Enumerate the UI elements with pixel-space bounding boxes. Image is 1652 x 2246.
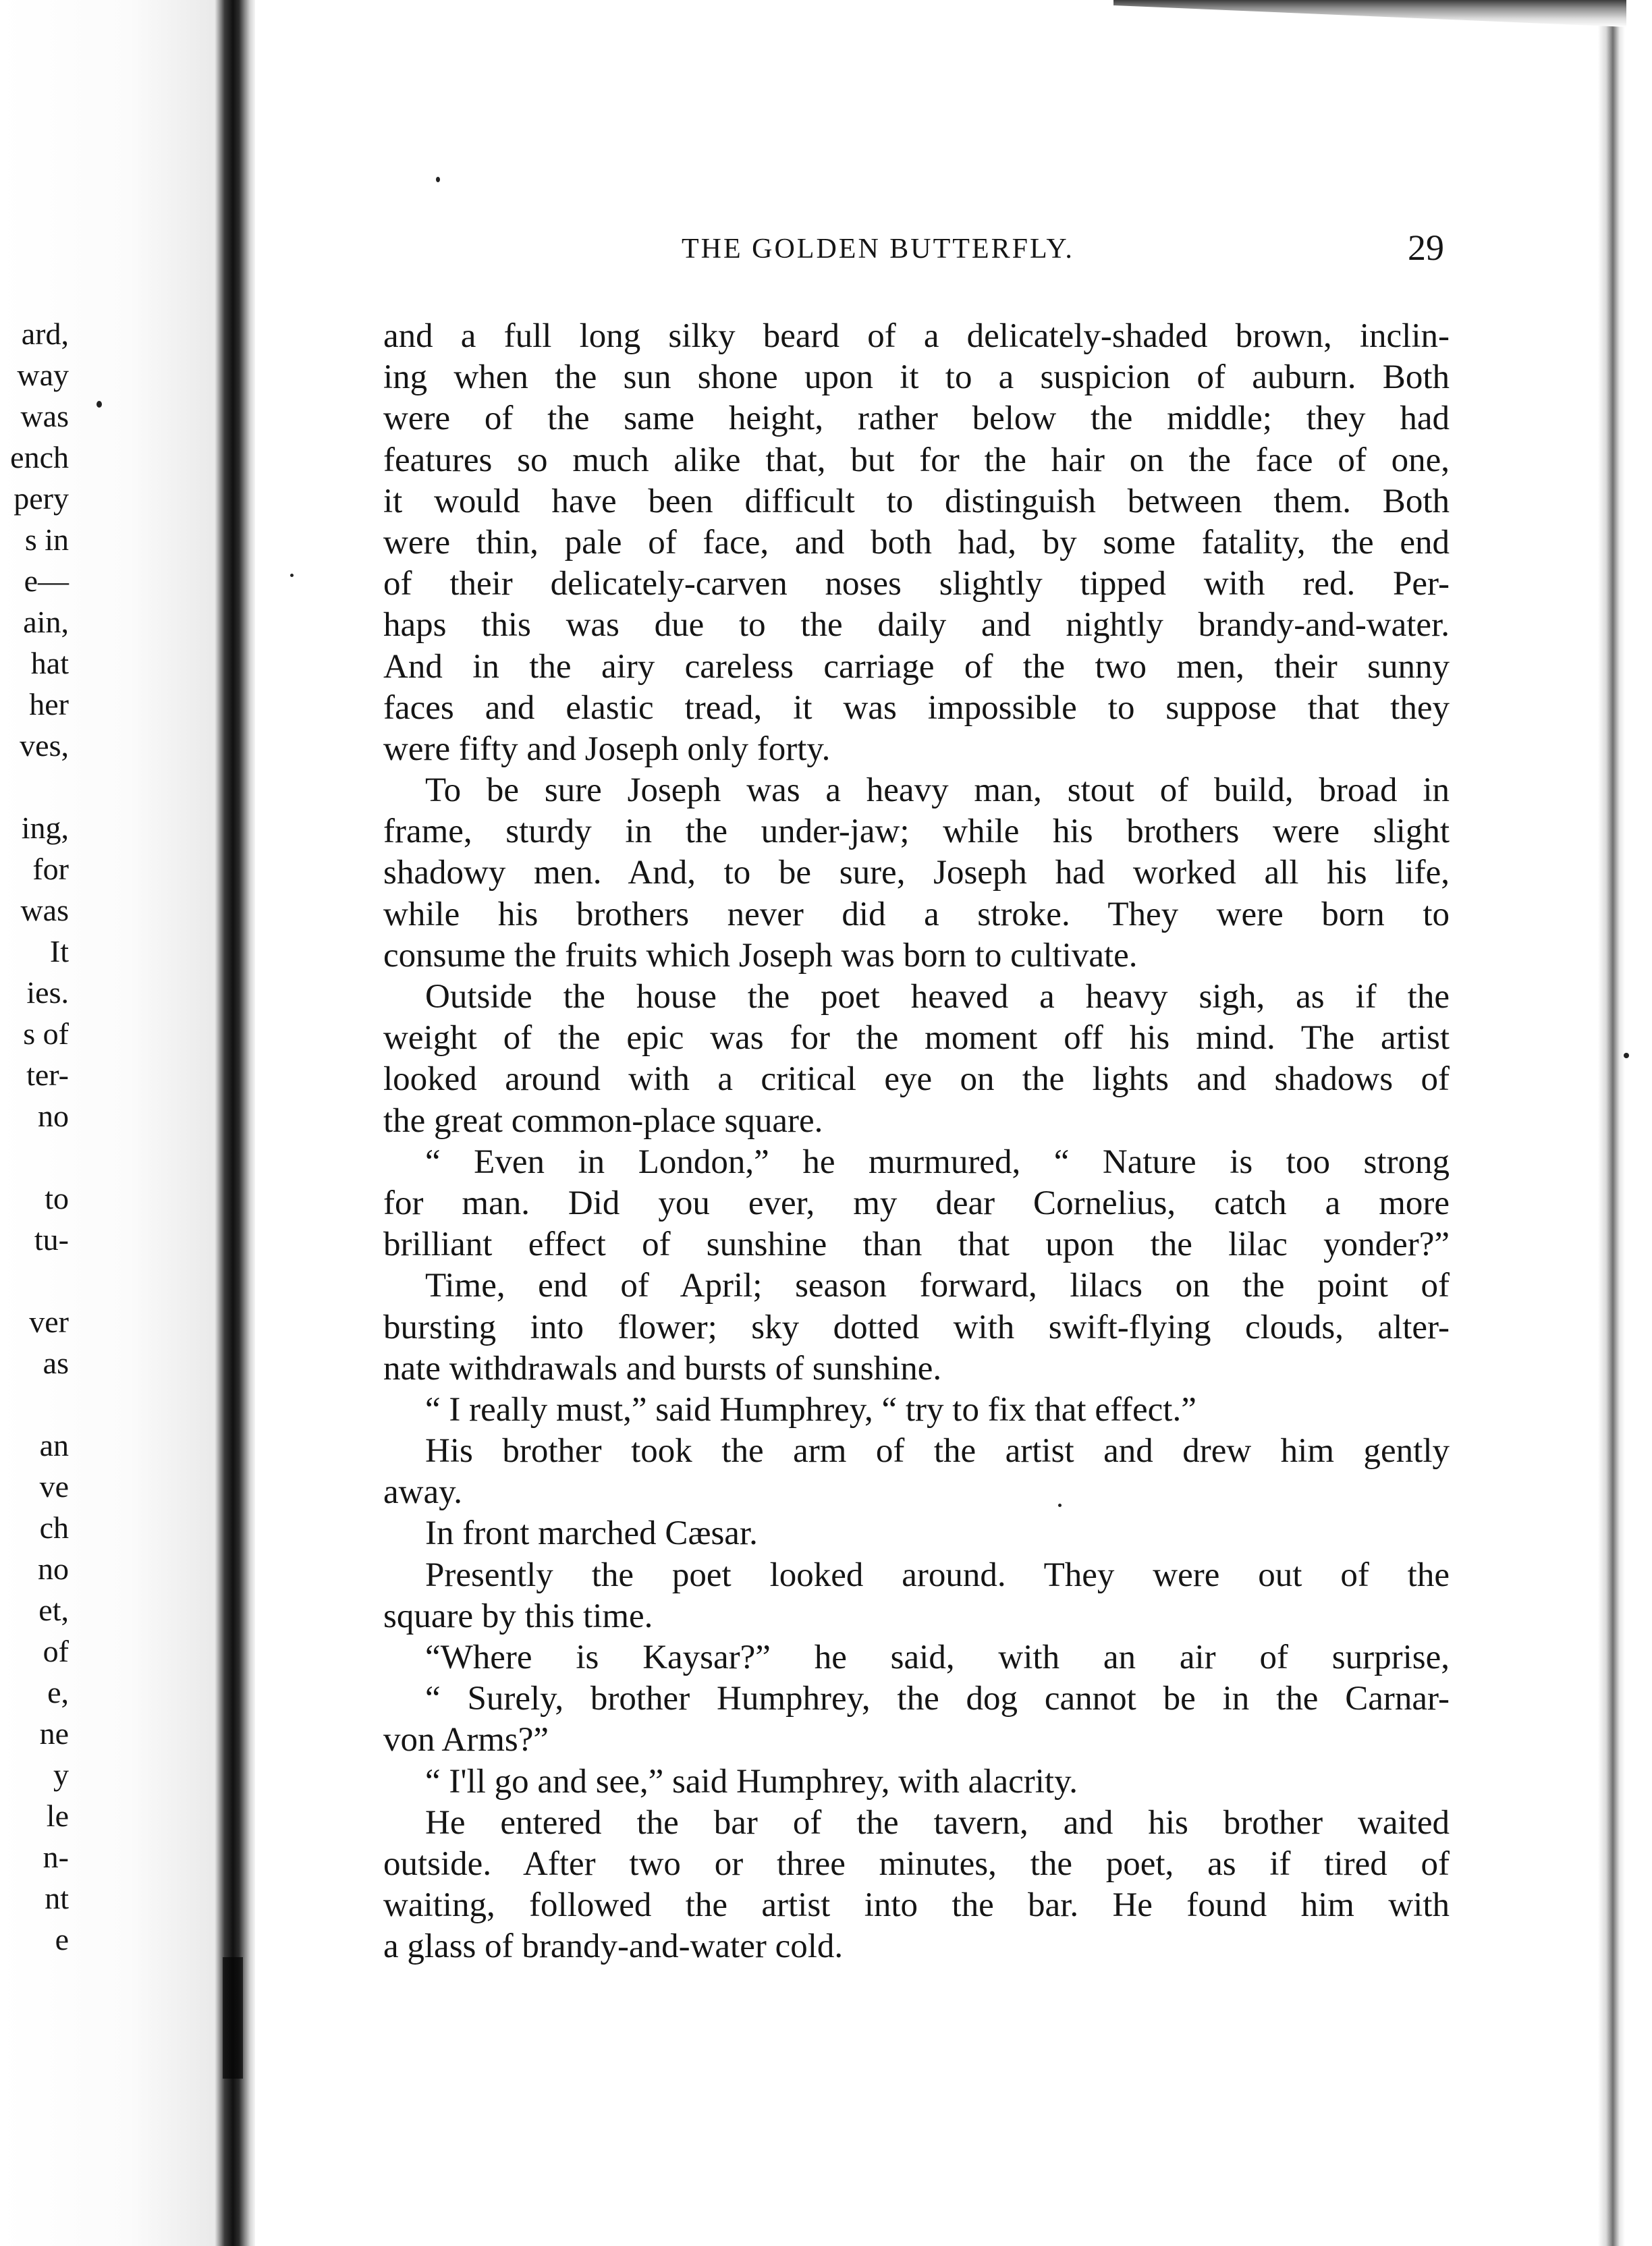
left-fragment: ch xyxy=(39,1510,69,1545)
left-fragment: no xyxy=(38,1552,69,1586)
text-line: His brother took the arm of the artist and drew him gently xyxy=(425,1432,1450,1471)
ink-speck xyxy=(436,177,440,182)
text-line: He entered the bar of the tavern, and his brother waited xyxy=(425,1803,1450,1842)
left-fragment: ain, xyxy=(23,605,69,639)
left-page-text-fragments xyxy=(0,0,81,2246)
text-line: “ I'll go and see,” said Humphrey, with alacrity. xyxy=(425,1762,1078,1801)
text-line: weight of the epic was for the moment off his mind. The artist xyxy=(383,1019,1450,1058)
left-fragment: her xyxy=(29,687,69,721)
left-fragment: ard, xyxy=(21,317,69,351)
text-line: “ Even in London,” he murmured, “ Nature is too strong xyxy=(425,1143,1450,1181)
text-line: a glass of brandy-and-water cold. xyxy=(383,1927,844,1966)
text-line: for man. Did you ever, my dear Cornelius, catch a more xyxy=(383,1184,1450,1222)
text-line: Presently the poet looked around. They were out of the xyxy=(425,1556,1450,1594)
text-line: frame, sturdy in the under-jaw; while his brothers were slight xyxy=(383,813,1450,851)
left-fragment: ies. xyxy=(26,975,69,1010)
left-fragment: s of xyxy=(23,1016,69,1051)
text-line: And in the airy careless carriage of the two men, their sunny xyxy=(383,647,1450,686)
text-line: away. xyxy=(383,1473,463,1512)
left-fragment: y xyxy=(53,1757,69,1792)
gutter-dark-mark xyxy=(223,1957,243,2079)
left-fragment: for xyxy=(32,852,69,886)
text-line: it would have been difficult to distinguish between them. Both xyxy=(383,482,1450,520)
text-line: Time, end of April; season forward, lilacs on the point of xyxy=(425,1267,1450,1305)
left-fragment: nt xyxy=(45,1881,69,1915)
text-line: and a full long silky beard of a delicately-shaded brown, inclin- xyxy=(383,317,1450,355)
text-line: were fifty and Joseph only forty. xyxy=(383,730,831,768)
text-line: looked around with a critical eye on the lights and shadows of xyxy=(383,1060,1450,1099)
book-gutter-shadow xyxy=(215,0,255,2246)
text-line: “ Surely, brother Humphrey, the dog cannot be in the Carnar- xyxy=(425,1680,1450,1718)
text-line: features so much alike that, but for the hair on the face of one, xyxy=(383,441,1450,479)
left-fragment: tu- xyxy=(34,1222,69,1257)
left-fragment: ver xyxy=(29,1305,69,1339)
text-line: “ I really must,” said Humphrey, “ try to fix that effect.” xyxy=(425,1390,1196,1429)
running-header: THE GOLDEN BUTTERFLY. xyxy=(682,234,1074,265)
body-text xyxy=(383,316,1450,1968)
text-line: haps this was due to the daily and nightly brandy-and-water. xyxy=(383,606,1450,645)
left-fragment: was xyxy=(20,399,69,433)
left-fragment: ing, xyxy=(21,811,69,845)
text-line: Outside the house the poet heaved a heavy sigh, as if the xyxy=(425,978,1450,1016)
text-line: square by this time. xyxy=(383,1597,653,1635)
text-line: shadowy men. And, to be sure, Joseph had worked all his life, xyxy=(383,854,1450,892)
left-fragment: le xyxy=(46,1799,69,1833)
left-fragment: hat xyxy=(30,646,69,680)
text-line: nate withdrawals and bursts of sunshine. xyxy=(383,1349,942,1388)
left-fragment: s in xyxy=(24,522,69,557)
left-fragment: It xyxy=(49,934,69,968)
left-fragment: an xyxy=(39,1428,69,1462)
left-fragment: as xyxy=(43,1346,69,1380)
text-line: of their delicately-carven noses slightly tipped with red. Per- xyxy=(383,565,1450,603)
text-line: ing when the sun shone upon it to a suspicion of auburn. Both xyxy=(383,358,1450,397)
text-line: outside. After two or three minutes, the poet, as if tired of xyxy=(383,1844,1450,1883)
text-line: consume the fruits which Joseph was born to cultivate. xyxy=(383,936,1138,975)
text-line: the great common-place square. xyxy=(383,1101,823,1140)
left-fragment: ench xyxy=(10,440,69,474)
left-fragment: et, xyxy=(38,1593,69,1627)
left-fragment: of xyxy=(43,1634,69,1668)
left-fragment: pery xyxy=(13,481,69,516)
left-fragment: no xyxy=(38,1099,69,1133)
text-line: brilliant effect of sunshine than that upon the lilac yonder?” xyxy=(383,1226,1450,1264)
left-fragment: e, xyxy=(47,1675,69,1709)
text-line: von Arms?” xyxy=(383,1721,549,1759)
page-number: 29 xyxy=(1408,227,1444,268)
ink-speck xyxy=(1058,1504,1062,1507)
left-fragment: to xyxy=(45,1181,69,1215)
left-fragment: n- xyxy=(43,1840,69,1874)
text-line: while his brothers never did a stroke. They were born to xyxy=(383,895,1450,933)
text-line: bursting into flower; sky dotted with swift-flying clouds, alter- xyxy=(383,1308,1450,1346)
left-facing-page xyxy=(0,0,217,2246)
text-line: waiting, followed the artist into the bar. He found him with xyxy=(383,1886,1450,1925)
left-fragment: ter- xyxy=(26,1058,69,1092)
left-fragment: was xyxy=(20,893,69,927)
text-line: faces and elastic tread, it was impossible to suppose that they xyxy=(383,688,1450,727)
left-fragment: e xyxy=(55,1922,69,1956)
ink-speck xyxy=(1624,1053,1629,1058)
page-edge-shadow xyxy=(1598,0,1625,2246)
text-line: To be sure Joseph was a heavy man, stout of build, broad in xyxy=(425,771,1450,810)
left-fragment: ne xyxy=(39,1716,69,1751)
text-line: were thin, pale of face, and both had, by some fatality, the end xyxy=(383,523,1450,562)
left-fragment: e— xyxy=(24,564,69,598)
ink-speck xyxy=(97,401,102,408)
text-line: were of the same height, rather below the middle; they had xyxy=(383,400,1450,438)
ink-speck xyxy=(290,574,294,577)
left-fragment: way xyxy=(17,358,69,392)
left-fragment: ves, xyxy=(20,728,69,763)
left-fragment: ve xyxy=(39,1469,69,1504)
text-line: “Where is Kaysar?” he said, with an air of surprise, xyxy=(425,1639,1450,1676)
text-line: In front marched Cæsar. xyxy=(425,1514,758,1553)
